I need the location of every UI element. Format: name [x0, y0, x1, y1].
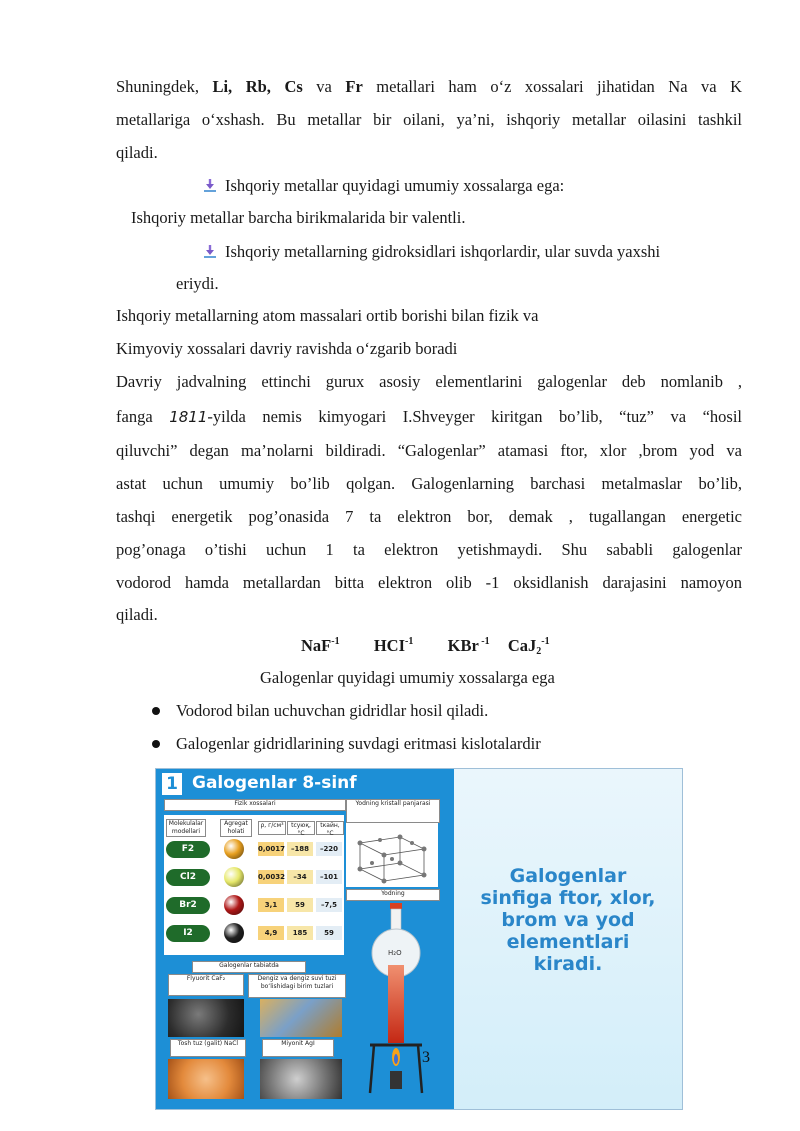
miyonit-label: Miyonit AgI: [262, 1039, 334, 1057]
paragraph-line: qiluvchi” degan ma’nolarni bildiradi. “Galogenlar” atamasi ftor, xlor ,brom yod va: [116, 441, 742, 460]
arrow-down-icon: [203, 244, 217, 258]
text-span: metallari ham o‘z xossalari jihatidan Na va K: [362, 77, 743, 96]
element-cs: Cs: [284, 77, 303, 96]
sea-salt-label: Dengiz va dengiz suvi tuzi bo‘lishidagi birim tuzlari: [248, 974, 346, 998]
text-span: Shuningdek,: [116, 77, 213, 96]
paragraph-line: Kimyoviy xossalari davriy ravishda o‘zgarib boradi: [116, 339, 458, 358]
element-density-value: 3,1: [258, 898, 284, 912]
summary-line: kiradi.: [533, 953, 603, 975]
paragraph-line: astat uchun umumiy bo’lib qolgan. Galogenlarning barchasi metalmaslar bo’lib,: [116, 474, 742, 493]
section-heading: Galogenlar quyidagi umumiy xossalarga ega: [260, 668, 555, 687]
paragraph-line: qiladi.: [116, 143, 158, 162]
formula-row: [301, 636, 550, 656]
page-number: 3: [422, 1049, 430, 1066]
nature-label: Galogenlar tabiatda: [192, 961, 306, 973]
arrow-list-item: [203, 242, 660, 262]
summary-line: sinfiga ftor, xlor,: [480, 887, 656, 909]
element-sample-ball: [224, 839, 244, 859]
element-t1-value: –34: [287, 870, 313, 884]
crystal-lattice-icon: [346, 823, 438, 887]
element-t2-value: 59: [316, 926, 342, 940]
paragraph-line: [116, 407, 742, 427]
paragraph-line: eriydi.: [176, 274, 219, 293]
element-sample-ball: [224, 923, 244, 943]
slide-title: Galogenlar 8-sinf: [192, 773, 357, 793]
paragraph-line: tashqi energetik pog’onasida 7 ta elektron bor, demak , tugallangan energetic: [116, 507, 742, 526]
slide-summary-text: [454, 865, 682, 975]
element-symbol-chip: Cl2: [166, 869, 210, 886]
paragraph-line: Davriy jadvalning ettinchi gurux asosiy elementlarini galogenlar deb nomlanib ,: [116, 372, 742, 391]
element-t2-value: –220: [316, 842, 342, 856]
arrow-item-text: Ishqoriy metallarning gidroksidlari ishqorlardir, ular suvda yaxshi: [225, 242, 661, 261]
element-rb: Rb,: [245, 77, 271, 96]
miyonit-photo: [260, 1059, 342, 1099]
text-span: -yilda nemis kimyogari I.Shveyger kiritgan bo’lib, “tuz” va “hosil: [207, 407, 742, 426]
summary-line: brom va yod: [501, 909, 635, 931]
arrow-down-icon: [203, 178, 217, 192]
water-label: H₂O: [388, 949, 402, 957]
summary-line: elementlari: [506, 931, 630, 953]
paragraph-line: qiladi.: [116, 605, 158, 624]
rock-salt-label: Tosh tuz (galit) NaCl: [170, 1039, 246, 1057]
molecule-models-header: Molekulalar modellari: [166, 819, 206, 837]
element-symbol-chip: Br2: [166, 897, 210, 914]
paragraph-line: vodorod hamda metallardan bitta elektron olib -1 oksidlanish darajasini namoyon: [116, 573, 742, 592]
element-symbol-chip: F2: [166, 841, 210, 858]
lesson-slide-image: [155, 768, 683, 1110]
element-t2-value: –101: [316, 870, 342, 884]
text-span: va: [302, 77, 346, 96]
formula-hcl: $HCI^{-1}$: [373, 636, 414, 655]
bullet-dot: [152, 740, 160, 748]
fluorite-label: Flyuorit CaF₂: [168, 974, 244, 996]
arrow-list-item: [203, 176, 564, 196]
element-symbol-chip: I2: [166, 925, 210, 942]
bullet-item: Vodorod bilan uchuvchan gidridlar hosil qiladi.: [176, 701, 489, 720]
density-header: ρ, г/см³: [258, 821, 286, 835]
year-number: 1811: [169, 408, 208, 426]
slide-right-panel: [454, 769, 682, 1109]
element-density-value: 0,0032: [258, 870, 284, 884]
element-sample-ball: [224, 867, 244, 887]
crystal-lattice-panel: [346, 823, 438, 887]
element-density-value: 4,9: [258, 926, 284, 940]
element-t2-value: –7,5: [316, 898, 342, 912]
paragraph-line: Ishqoriy metallar barcha birikmalarida bir valentli.: [131, 208, 466, 227]
element-fr: Fr: [345, 77, 363, 96]
formula-caj: CaJ$_2^{-1}$: [507, 636, 550, 657]
slide-left-panel: [156, 769, 454, 1109]
fizik-xossalari-label: Fizik xossalari: [164, 799, 346, 811]
aggregate-state-header: Agregat holati: [220, 819, 252, 837]
summary-line: Galogenlar: [509, 865, 627, 887]
text-span: fanga: [116, 407, 170, 426]
paragraph-line: metallariga o‘xshash. Bu metallar bir oilani, ya’ni, ishqoriy metallar oilasini tashkil: [116, 110, 742, 129]
slide-number: 1: [162, 773, 182, 795]
iodine-label: Yodning: [346, 889, 440, 901]
fluorite-photo: [168, 999, 244, 1037]
flask-burner-illustration: [356, 903, 436, 1099]
arrow-item-text: Ishqoriy metallar quyidagi umumiy xossalarga ega:: [225, 176, 565, 195]
rock-salt-photo: [168, 1059, 244, 1099]
paragraph-line: Ishqoriy metallarning atom massalari ortib borishi bilan fizik va: [116, 306, 539, 325]
bullet-dot: [152, 707, 160, 715]
crystal-lattice-label: Yodning kristall panjarasi: [346, 799, 440, 823]
element-t1-value: 185: [287, 926, 313, 940]
element-t1-value: 59: [287, 898, 313, 912]
sea-salt-photo: [260, 999, 342, 1037]
formula-naf: NaF$^{-1}$: [301, 636, 340, 655]
paragraph-line: [116, 77, 742, 97]
bullet-item: Galogenlar gidridlarining suvdagi eritmasi kislotalardir: [176, 734, 541, 753]
element-sample-ball: [224, 895, 244, 915]
melting-header: tсуюқ, °C: [287, 821, 315, 835]
paragraph-line: pog’onaga o’tishi uchun 1 ta elektron yetishmaydi. Shu sababli galogenlar: [116, 540, 742, 559]
formula-kbr: KBr $^{-1}$: [447, 636, 490, 655]
element-density-value: 0,0017: [258, 842, 284, 856]
element-li: Li,: [212, 77, 233, 96]
properties-table-panel: [164, 815, 344, 955]
element-t1-value: –188: [287, 842, 313, 856]
boiling-header: tкайн, °C: [316, 821, 344, 835]
